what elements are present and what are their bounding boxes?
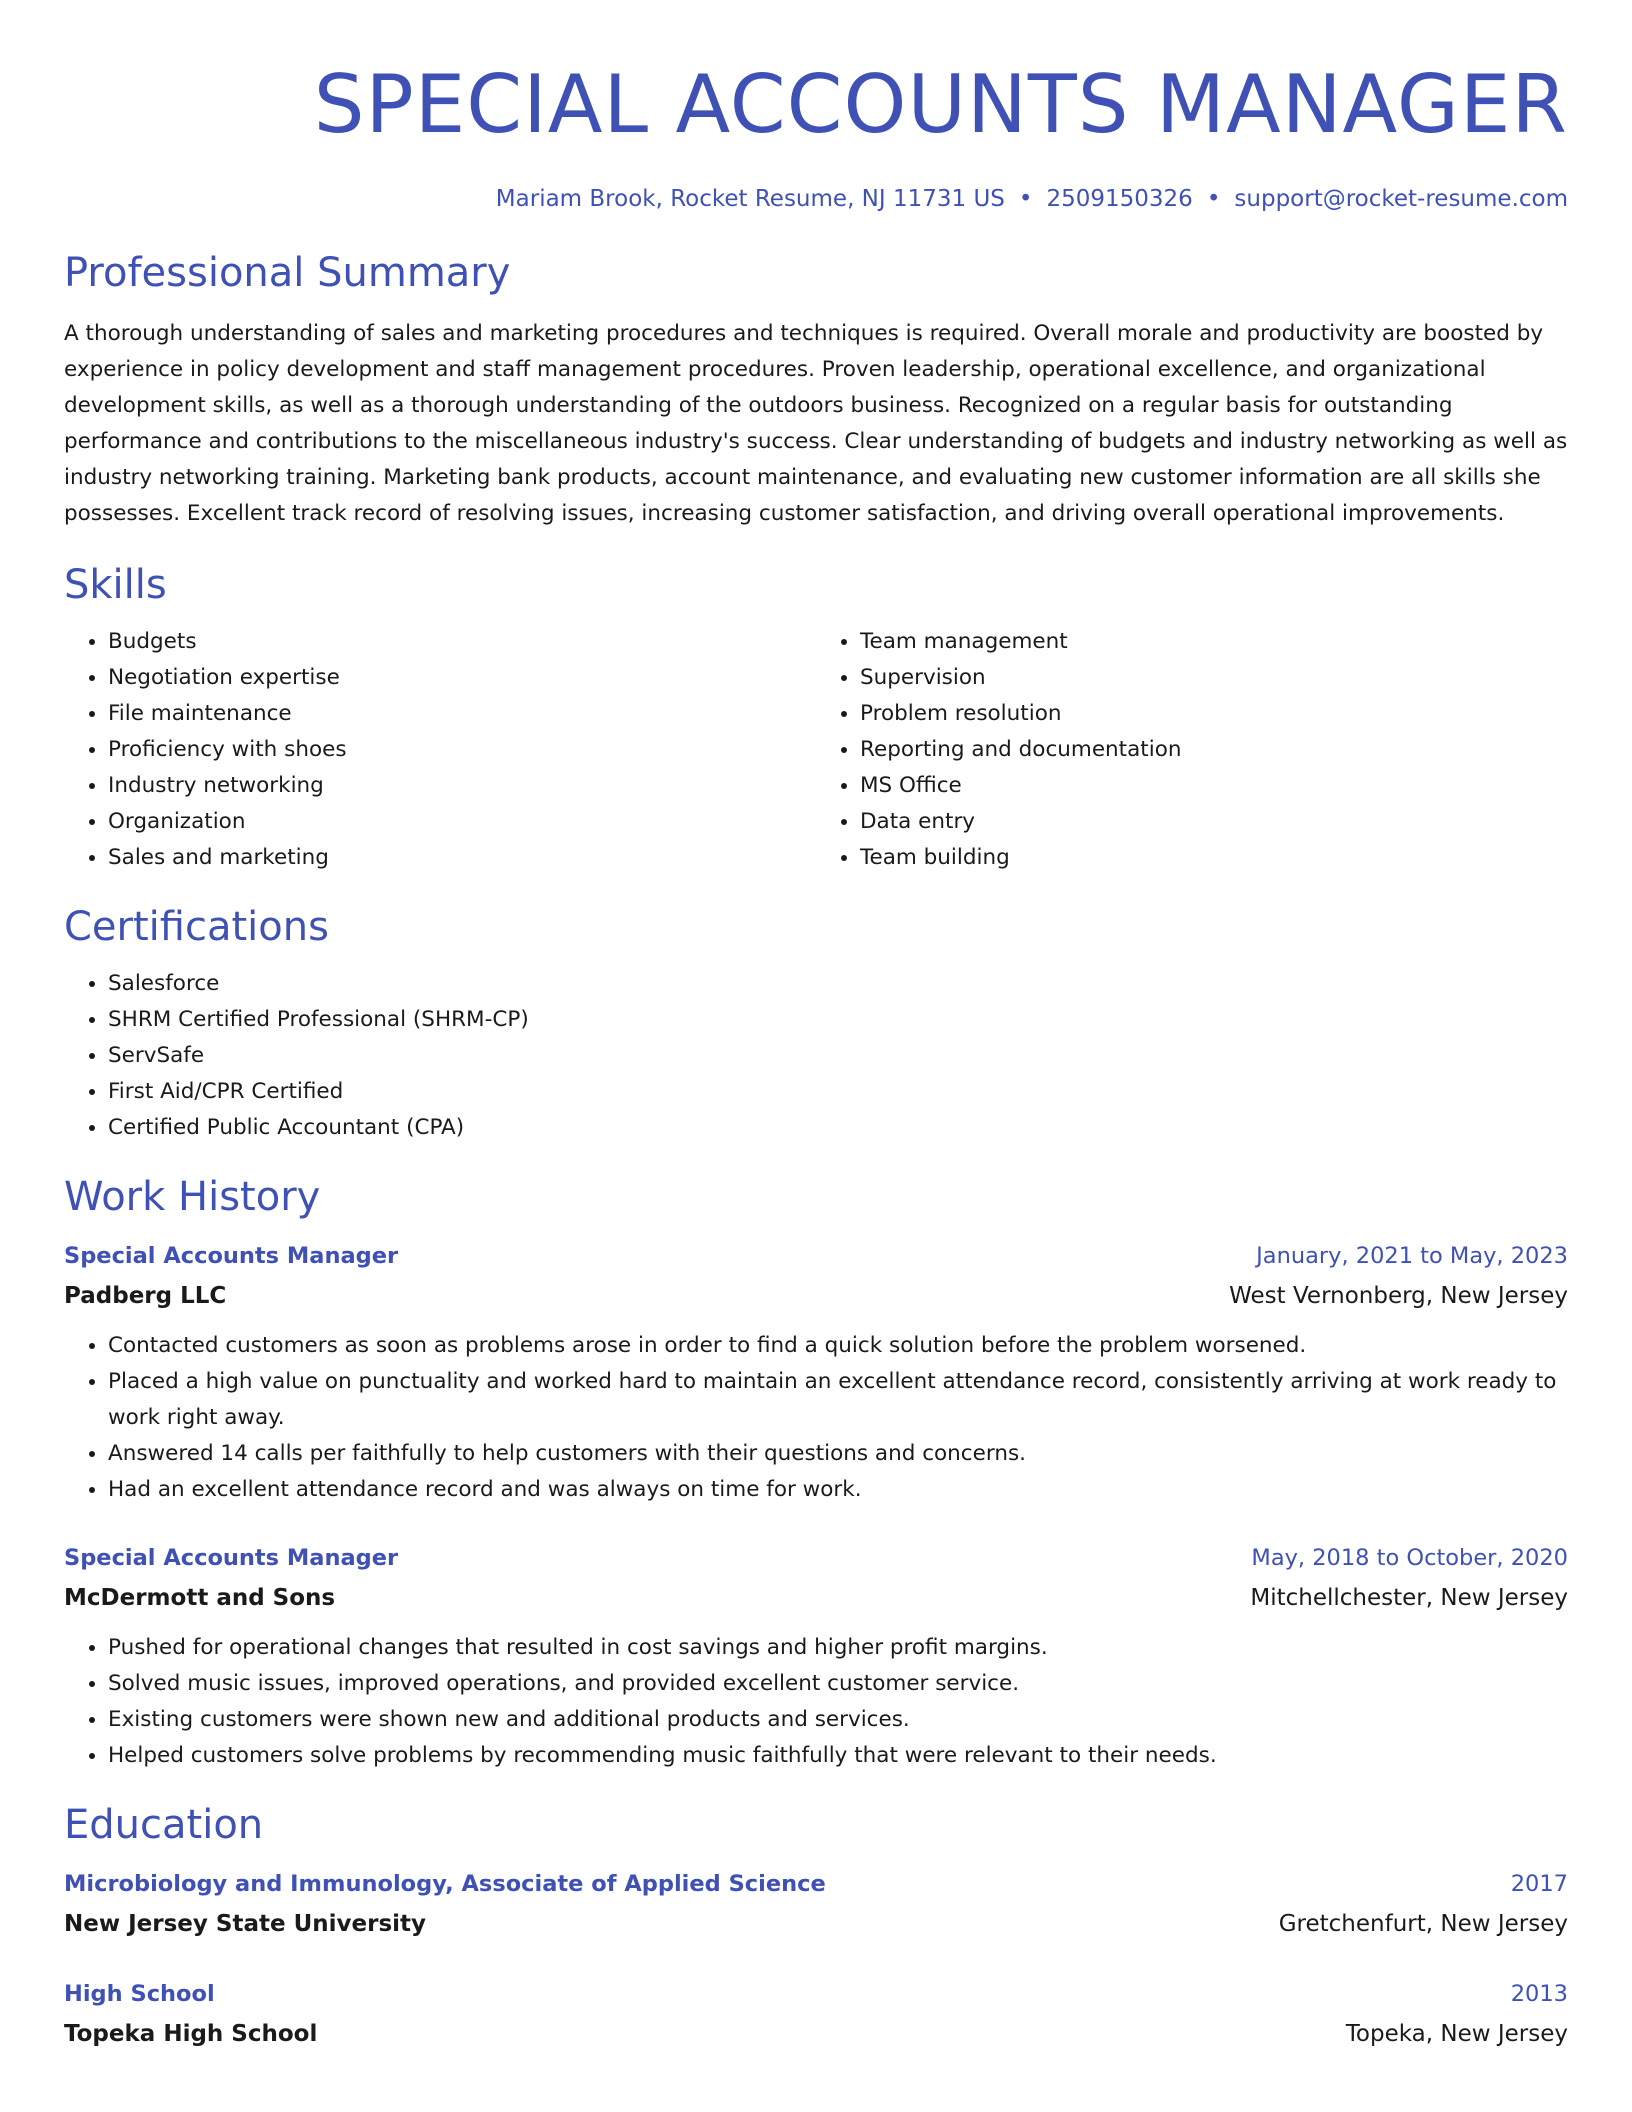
work-history-heading: Work History bbox=[64, 1174, 321, 1220]
certifications-list bbox=[64, 966, 1568, 1146]
work-bullets bbox=[64, 1630, 1568, 1774]
skill-item: • Reporting and documentation bbox=[860, 732, 1568, 768]
certification-item: • First Aid/CPR Certified bbox=[108, 1074, 1568, 1110]
education-school: Topeka High School bbox=[64, 2021, 318, 2047]
education-school-row bbox=[64, 2014, 1568, 2054]
education-location: Gretchenfurt, New Jersey bbox=[1278, 1911, 1568, 1937]
work-bullet: • Helped customers solve problems by recommending music faithfully that were relevant to their needs. bbox=[108, 1738, 1568, 1774]
skill-item: • Sales and marketing bbox=[108, 840, 816, 876]
work-entry bbox=[64, 1236, 1568, 1508]
skill-item: • Negotiation expertise bbox=[108, 660, 816, 696]
work-company: McDermott and Sons bbox=[64, 1585, 336, 1611]
education-entry bbox=[64, 1864, 1568, 1944]
skill-item: • MS Office bbox=[860, 768, 1568, 804]
education-degree: High School bbox=[64, 1981, 215, 2007]
skills-grid bbox=[64, 624, 1568, 876]
work-bullet: • Contacted customers as soon as problems arose in order to find a quick solution before the problem worsened. bbox=[108, 1328, 1568, 1364]
education-school-row bbox=[64, 1904, 1568, 1944]
work-entry-title-row bbox=[64, 1236, 1568, 1276]
skill-item: • Data entry bbox=[860, 804, 1568, 840]
contact-address: Mariam Brook, Rocket Resume, NJ 11731 US bbox=[495, 186, 1005, 212]
education-school: New Jersey State University bbox=[64, 1911, 427, 1937]
skill-item: • Problem resolution bbox=[860, 696, 1568, 732]
work-location: Mitchellchester, New Jersey bbox=[1250, 1585, 1568, 1611]
certification-item: • Salesforce bbox=[108, 966, 1568, 1002]
skill-item: • Supervision bbox=[860, 660, 1568, 696]
work-bullet: • Placed a high value on punctuality and worked hard to maintain an excellent attendance record, consistently arriving at work ready to work right away. bbox=[108, 1364, 1568, 1436]
contact-separator: • bbox=[1018, 186, 1033, 212]
work-dates: January, 2021 to May, 2023 bbox=[1256, 1243, 1568, 1269]
work-job-title: Special Accounts Manager bbox=[64, 1545, 399, 1571]
education-year: 2013 bbox=[1510, 1981, 1568, 2007]
summary-text: A thorough understanding of sales and marketing procedures and techniques is required. Overall morale and productivity are boosted by experience in policy development and staff management procedures. Proven leadership, operational excellence, and organizational development skills, as well as a thorough understanding of the outdoors business. Recognized on a regular basis for outstanding performance and contributions to the miscellaneous industry's success. Clear understanding of budgets and industry networking as well as industry networking training. Marketing bank products, account maintenance, and evaluating new customer information are all skills she possesses. Excellent track record of resolving issues, increasing customer satisfaction, and driving overall operational improvements. bbox=[64, 321, 1568, 526]
skill-item: • Organization bbox=[108, 804, 816, 840]
education-location: Topeka, New Jersey bbox=[1345, 2021, 1568, 2047]
education-year: 2017 bbox=[1510, 1871, 1568, 1897]
skills-list-right bbox=[816, 624, 1568, 876]
education-degree: Microbiology and Immunology, Associate of Applied Science bbox=[64, 1871, 826, 1897]
certifications-heading: Certifications bbox=[64, 904, 329, 950]
skill-item: • Team management bbox=[860, 624, 1568, 660]
skill-item: • Industry networking bbox=[108, 768, 816, 804]
work-entry bbox=[64, 1538, 1568, 1774]
certification-item: • SHRM Certified Professional (SHRM-CP) bbox=[108, 1002, 1568, 1038]
contact-email: support@rocket-resume.com bbox=[1234, 186, 1568, 212]
work-bullet: • Had an excellent attendance record and was always on time for work. bbox=[108, 1472, 1568, 1508]
skills-heading: Skills bbox=[64, 562, 167, 608]
work-location: West Vernonberg, New Jersey bbox=[1229, 1283, 1568, 1309]
work-bullet: • Solved music issues, improved operations, and provided excellent customer service. bbox=[108, 1666, 1568, 1702]
job-title: SPECIAL ACCOUNTS MANAGER bbox=[313, 58, 1568, 151]
skills-list-left bbox=[64, 624, 816, 876]
skill-item: • Budgets bbox=[108, 624, 816, 660]
skill-item: • Proficiency with shoes bbox=[108, 732, 816, 768]
work-entry-company-row bbox=[64, 1578, 1568, 1618]
summary-heading: Professional Summary bbox=[64, 250, 511, 296]
skill-item: • File maintenance bbox=[108, 696, 816, 732]
work-bullet: • Pushed for operational changes that resulted in cost savings and higher profit margins. bbox=[108, 1630, 1568, 1666]
education-entry bbox=[64, 1974, 1568, 2054]
work-bullet: • Answered 14 calls per faithfully to help customers with their questions and concerns. bbox=[108, 1436, 1568, 1472]
work-entry-title-row bbox=[64, 1538, 1568, 1578]
contact-separator: • bbox=[1206, 186, 1221, 212]
education-heading: Education bbox=[64, 1802, 264, 1848]
work-job-title: Special Accounts Manager bbox=[64, 1243, 399, 1269]
skill-item: • Team building bbox=[860, 840, 1568, 876]
work-company: Padberg LLC bbox=[64, 1283, 227, 1309]
education-degree-row bbox=[64, 1974, 1568, 2014]
contact-phone: 2509150326 bbox=[1046, 186, 1193, 212]
resume-header bbox=[64, 50, 1568, 214]
work-dates: May, 2018 to October, 2020 bbox=[1251, 1545, 1568, 1571]
certification-item: • ServSafe bbox=[108, 1038, 1568, 1074]
certification-item: • Certified Public Accountant (CPA) bbox=[108, 1110, 1568, 1146]
work-bullets bbox=[64, 1328, 1568, 1508]
work-entry-company-row bbox=[64, 1276, 1568, 1316]
work-bullet: • Existing customers were shown new and additional products and services. bbox=[108, 1702, 1568, 1738]
education-degree-row bbox=[64, 1864, 1568, 1904]
contact-line bbox=[64, 184, 1568, 214]
